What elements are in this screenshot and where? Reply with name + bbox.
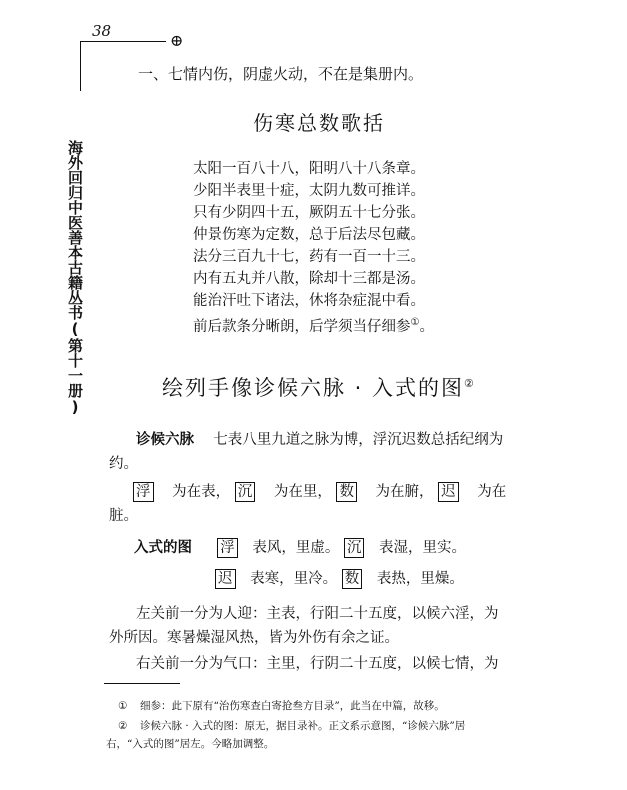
rushi-label: 入式的图 — [134, 540, 192, 556]
verse-line-text: 前后款条分晰朗，后学须当仔细参 — [193, 318, 411, 335]
footnote-text: 诊候六脉 · 入式的图：原无，据目录补。正文系示意图，“诊候六脉”居 — [140, 720, 466, 732]
verse-line: 前后款条分晰朗，后学须当仔细参①。 — [193, 317, 434, 335]
pulse-items-row — [133, 480, 506, 502]
footnote-mark: ① — [118, 700, 128, 712]
verse-line: 太阳一百八十八，阳明八十八条章。 — [193, 161, 425, 177]
intro-line: 一、七情内伤，阴虚火动，不在是集册内。 — [138, 65, 424, 83]
boxed-char: 数 — [336, 482, 357, 502]
pulse-paragraph — [136, 428, 503, 449]
pulse-items-tail: 脏。 — [109, 508, 138, 524]
boxed-char: 迟 — [438, 482, 459, 502]
item-desc: 为在表， — [172, 484, 231, 500]
item-desc: 表寒，里冷。 — [250, 571, 338, 587]
boxed-char: 浮 — [133, 482, 154, 502]
verse-line: 法分三百九十七，药有一百一十三。 — [193, 249, 425, 265]
footnote-ref: ② — [464, 377, 476, 390]
footnote-2 — [118, 718, 465, 733]
paragraph-right-guan: 右关前一分为气口：主里，行阴二十五度，以候七情，为 — [136, 656, 499, 672]
pulse-label: 诊候六脉 — [136, 432, 194, 448]
verse-line: 仲景伤寒为定数，总于后法尽包藏。 — [193, 227, 425, 243]
song-verse — [193, 158, 434, 338]
footnote-1 — [118, 698, 445, 713]
boxed-char: 沉 — [235, 482, 256, 502]
footnote-text: 细参：此下原有“治伤寒查白寄抢叁方目录”，此当在中篇，故移。 — [140, 700, 445, 712]
rushi-row-1 — [134, 536, 466, 558]
header-rule — [80, 41, 166, 42]
ornament-icon: ⊕ — [170, 31, 184, 50]
song-title: 伤寒总数歌括 — [253, 111, 385, 135]
footnote-ref: ① — [410, 317, 420, 328]
boxed-char: 数 — [342, 569, 363, 589]
paragraph-left-guan: 左关前一分为人迎：主表，行阳二十五度，以候六淫，为 — [136, 606, 499, 622]
item-desc: 表热，里燥。 — [376, 571, 464, 587]
boxed-char: 沉 — [344, 538, 365, 558]
paragraph-left-guan-cont: 外所因。寒暑燥湿风热，皆为外伤有余之证。 — [109, 630, 399, 646]
footnote-mark: ② — [118, 720, 128, 732]
verse-line: 能治汗吐下诸法，休将杂症混中看。 — [193, 293, 425, 309]
item-desc: 为在 — [477, 484, 507, 500]
verse-line: 内有五丸并八散，除却十三都是汤。 — [193, 271, 425, 287]
item-desc: 为在腑， — [375, 484, 434, 500]
boxed-char: 迟 — [215, 569, 236, 589]
rushi-row-2 — [215, 567, 464, 589]
pulse-text: 七表八里九道之脉为博，浮沉迟数总括纪纲为 — [213, 432, 504, 448]
verse-line: 少阳半表里十症，太阴九数可推详。 — [193, 183, 425, 199]
verse-line: 只有少阴四十五，厥阴五十七分张。 — [193, 205, 425, 221]
page-number: 38 — [92, 22, 112, 40]
item-desc: 表湿，里实。 — [379, 540, 467, 556]
footnote-2-cont: 右，“入式的图”居左。今略加调整。 — [106, 738, 275, 750]
footnote-rule — [104, 683, 180, 684]
section-title — [162, 372, 476, 402]
series-spine-title: 海外回归中医善本古籍丛书(第十一册) — [66, 140, 84, 416]
pulse-paragraph-cont: 约。 — [109, 456, 138, 472]
boxed-char: 浮 — [217, 538, 238, 558]
item-desc: 表风，里虚。 — [252, 540, 340, 556]
margin-rule — [80, 41, 81, 91]
section-title-text: 绘列手像诊候六脉 · 入式的图 — [162, 376, 465, 400]
item-desc: 为在里， — [273, 484, 332, 500]
